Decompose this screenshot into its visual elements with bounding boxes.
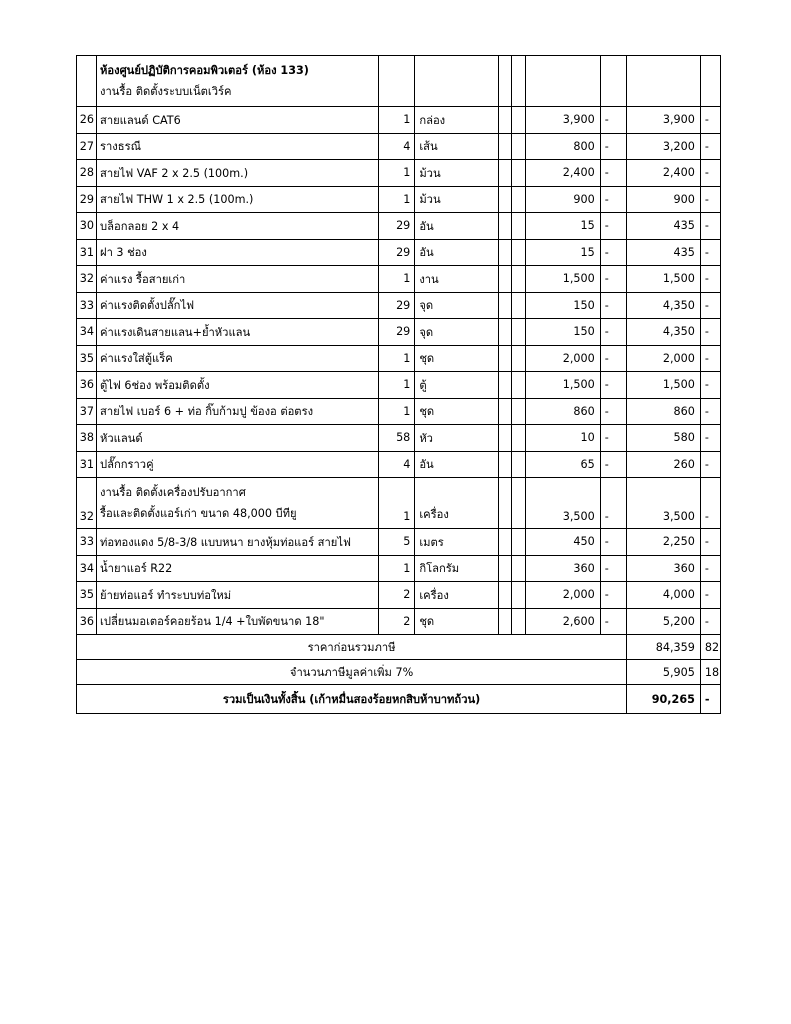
item-unit-price-satang: -	[600, 186, 626, 213]
item-quantity: 4	[379, 451, 415, 478]
item-number: 27	[77, 133, 97, 160]
item-unit-price-satang: -	[600, 555, 626, 582]
item-description: ตู้ไฟ 6ช่อง พร้อมติดตั้ง	[97, 372, 379, 399]
item-description: ค่าแรงเดินสายแลน+ย้ำหัวแลน	[97, 319, 379, 346]
group-heading-aircon: งานรื้อ ติดตั้งเครื่องปรับอากาศ	[100, 486, 246, 499]
item-unit: กิโลกรัม	[415, 555, 498, 582]
item-amount: 4,350	[627, 292, 701, 319]
item-number: 33	[77, 292, 97, 319]
blank-cell	[498, 372, 512, 399]
item-unit: เครื่อง	[415, 478, 498, 529]
item-amount-satang: -	[700, 608, 720, 635]
item-unit: ชุด	[415, 345, 498, 372]
table-row	[77, 133, 721, 160]
item-description: น้ำยาแอร์ R22	[97, 555, 379, 582]
item-quantity: 1	[379, 372, 415, 399]
blank-cell	[512, 160, 526, 187]
item-unit-price: 3,900	[525, 107, 600, 134]
item-quantity: 1	[379, 186, 415, 213]
blank-cell	[498, 213, 512, 240]
blank-cell	[512, 529, 526, 556]
grand-total-row	[77, 685, 721, 714]
item-unit: เมตร	[415, 529, 498, 556]
table-row	[77, 555, 721, 582]
item-amount-satang: -	[700, 529, 720, 556]
blank-cell	[498, 529, 512, 556]
item-amount-satang: -	[700, 425, 720, 452]
blank-cell	[512, 398, 526, 425]
item-description: สายไฟ VAF 2 x 2.5 (100m.)	[97, 160, 379, 187]
item-unit: เครื่อง	[415, 582, 498, 609]
item-unit-price: 3,500	[525, 478, 600, 529]
item-unit-price: 65	[525, 451, 600, 478]
blank-cell	[498, 319, 512, 346]
blank-cell	[512, 345, 526, 372]
item-unit-price: 2,000	[525, 345, 600, 372]
item-unit-price-satang: -	[600, 582, 626, 609]
table-row	[77, 213, 721, 240]
item-amount-satang: -	[700, 160, 720, 187]
item-unit-price: 10	[525, 425, 600, 452]
item-unit: จุด	[415, 292, 498, 319]
item-amount-satang: -	[700, 582, 720, 609]
blank-cell	[498, 292, 512, 319]
item-amount-satang: -	[700, 398, 720, 425]
item-unit: ตู้	[415, 372, 498, 399]
item-number: 37	[77, 398, 97, 425]
table-row	[77, 186, 721, 213]
item-amount: 2,000	[627, 345, 701, 372]
item-amount: 860	[627, 398, 701, 425]
table-row	[77, 107, 721, 134]
item-description: บล็อกลอย 2 x 4	[97, 213, 379, 240]
item-unit-price-satang: -	[600, 160, 626, 187]
item-description: เปลี่ยนมอเตอร์คอยร้อน 1/4 +ใบพัดขนาด 18"	[97, 608, 379, 635]
item-description: ย้ายท่อแอร์ ทำระบบท่อใหม่	[97, 582, 379, 609]
item-quantity: 1	[379, 478, 415, 529]
item-unit-price-satang: -	[600, 529, 626, 556]
blank-cell	[512, 478, 526, 529]
item-unit-price: 2,000	[525, 582, 600, 609]
table-row	[77, 425, 721, 452]
item-description: รื้อและติดตั้งแอร์เก่า ขนาด 48,000 บีทียู	[100, 507, 297, 520]
item-number: 29	[77, 186, 97, 213]
blank-cell	[498, 555, 512, 582]
item-quantity: 1	[379, 266, 415, 293]
item-unit-price-satang: -	[600, 372, 626, 399]
item-amount-satang: -	[700, 555, 720, 582]
item-description: ท่อทองแดง 5/8-3/8 แบบหนา ยางหุ้มท่อแอร์ สายไฟ	[97, 529, 379, 556]
item-amount-satang: -	[700, 186, 720, 213]
item-number: 28	[77, 160, 97, 187]
blank-cell	[512, 107, 526, 134]
item-amount-satang: -	[700, 292, 720, 319]
item-unit-price-satang: -	[600, 425, 626, 452]
item-amount: 1,500	[627, 266, 701, 293]
section-title: ห้องศูนย์ปฏิบัติการคอมพิวเตอร์ (ห้อง 133)	[100, 64, 309, 77]
item-unit-price: 450	[525, 529, 600, 556]
quotation-table	[76, 55, 721, 714]
vat-row	[77, 660, 721, 685]
table-row	[77, 478, 721, 529]
item-amount: 1,500	[627, 372, 701, 399]
item-quantity: 4	[379, 133, 415, 160]
item-amount-satang: -	[700, 451, 720, 478]
blank-cell	[498, 398, 512, 425]
item-unit-price: 150	[525, 292, 600, 319]
table-row	[77, 529, 721, 556]
item-quantity: 2	[379, 582, 415, 609]
item-unit: ม้วน	[415, 160, 498, 187]
grand-total-value: 90,265	[627, 685, 701, 714]
blank-cell	[498, 451, 512, 478]
blank-cell	[498, 239, 512, 266]
subtotal-row	[77, 635, 721, 660]
item-description: สายแลนด์ CAT6	[97, 107, 379, 134]
item-unit-price-satang: -	[600, 319, 626, 346]
blank-cell	[512, 319, 526, 346]
item-unit-price-satang: -	[600, 107, 626, 134]
item-quantity: 29	[379, 239, 415, 266]
blank-cell	[512, 266, 526, 293]
item-unit: อัน	[415, 239, 498, 266]
item-unit-price: 800	[525, 133, 600, 160]
item-unit-price: 860	[525, 398, 600, 425]
item-quantity: 29	[379, 319, 415, 346]
item-unit-price: 15	[525, 239, 600, 266]
item-unit-price: 1,500	[525, 266, 600, 293]
item-amount: 435	[627, 239, 701, 266]
item-quantity: 1	[379, 555, 415, 582]
item-number: 38	[77, 425, 97, 452]
item-number: 33	[77, 529, 97, 556]
item-number: 34	[77, 555, 97, 582]
item-number: 34	[77, 319, 97, 346]
blank-cell	[498, 133, 512, 160]
table-row	[77, 160, 721, 187]
item-description: ฝา 3 ช่อง	[97, 239, 379, 266]
item-description: ค่าแรงติดตั้งปลั๊กไฟ	[97, 292, 379, 319]
item-quantity: 58	[379, 425, 415, 452]
item-quantity: 1	[379, 160, 415, 187]
item-unit: งาน	[415, 266, 498, 293]
table-row	[77, 608, 721, 635]
item-unit: หัว	[415, 425, 498, 452]
blank-cell	[512, 372, 526, 399]
section-header-row	[77, 56, 721, 107]
item-unit-price-satang: -	[600, 266, 626, 293]
blank-cell	[498, 425, 512, 452]
table-row	[77, 319, 721, 346]
group-heading-network: งานรื้อ ติดตั้งระบบเน็ตเวิร์ค	[100, 85, 232, 98]
item-unit-price-satang: -	[600, 239, 626, 266]
blank-cell	[512, 425, 526, 452]
item-unit-price-satang: -	[600, 292, 626, 319]
item-number: 32	[77, 266, 97, 293]
item-amount: 360	[627, 555, 701, 582]
item-number: 36	[77, 372, 97, 399]
blank-cell	[498, 186, 512, 213]
item-unit: ชุด	[415, 398, 498, 425]
item-quantity: 2	[379, 608, 415, 635]
blank-cell	[512, 555, 526, 582]
vat-value: 5,905	[627, 660, 701, 685]
item-unit-price-satang: -	[600, 478, 626, 529]
blank-cell	[498, 582, 512, 609]
item-quantity: 29	[379, 213, 415, 240]
item-amount: 900	[627, 186, 701, 213]
item-number: 35	[77, 345, 97, 372]
item-amount: 5,200	[627, 608, 701, 635]
blank-cell	[498, 608, 512, 635]
item-unit-price: 2,600	[525, 608, 600, 635]
item-amount-satang: -	[700, 319, 720, 346]
blank-cell	[512, 451, 526, 478]
table-row	[77, 451, 721, 478]
item-unit-price: 360	[525, 555, 600, 582]
blank-cell	[512, 186, 526, 213]
item-unit-price: 150	[525, 319, 600, 346]
blank-cell	[498, 160, 512, 187]
item-quantity: 29	[379, 292, 415, 319]
item-amount: 3,900	[627, 107, 701, 134]
grand-total-satang: -	[700, 685, 720, 714]
item-amount: 580	[627, 425, 701, 452]
blank-cell	[512, 133, 526, 160]
item-description: รางธรณี	[97, 133, 379, 160]
item-unit-price-satang: -	[600, 345, 626, 372]
item-amount-satang: -	[700, 107, 720, 134]
item-unit-price-satang: -	[600, 608, 626, 635]
item-amount: 435	[627, 213, 701, 240]
item-description: ค่าแรง รื้อสายเก่า	[97, 266, 379, 293]
quotation-document	[76, 55, 721, 714]
item-amount: 4,000	[627, 582, 701, 609]
vat-satang: 18	[700, 660, 720, 685]
item-unit: จุด	[415, 319, 498, 346]
blank-cell	[512, 213, 526, 240]
blank-cell	[512, 582, 526, 609]
item-unit: อัน	[415, 451, 498, 478]
item-unit-price-satang: -	[600, 398, 626, 425]
blank-cell	[512, 239, 526, 266]
item-number: 32	[77, 478, 97, 529]
blank-cell	[498, 345, 512, 372]
table-row	[77, 345, 721, 372]
item-unit-price: 2,400	[525, 160, 600, 187]
item-amount-satang: -	[700, 239, 720, 266]
item-description: สายไฟ เบอร์ 6 + ท่อ กิ๊บก้ามปู ข้องอ ต่อตรง	[97, 398, 379, 425]
item-description: ค่าแรงใส่ตู้แร็ค	[97, 345, 379, 372]
item-description: หัวแลนด์	[97, 425, 379, 452]
item-number: 31	[77, 239, 97, 266]
blank-cell	[512, 292, 526, 319]
vat-label: จำนวนภาษีมูลค่าเพิ่ม 7%	[77, 660, 627, 685]
grand-total-label: รวมเป็นเงินทั้งสิ้น (เก้าหมื่นสองร้อยหกสิบห้าบาทถ้วน)	[77, 685, 627, 714]
item-quantity: 1	[379, 398, 415, 425]
table-row	[77, 239, 721, 266]
table-row	[77, 582, 721, 609]
item-number: 35	[77, 582, 97, 609]
item-quantity: 1	[379, 107, 415, 134]
item-unit: เส้น	[415, 133, 498, 160]
blank-cell	[498, 478, 512, 529]
item-number: 36	[77, 608, 97, 635]
item-unit-price: 15	[525, 213, 600, 240]
item-unit-price-satang: -	[600, 133, 626, 160]
item-unit-price: 1,500	[525, 372, 600, 399]
item-amount: 2,250	[627, 529, 701, 556]
description-cell	[97, 478, 379, 529]
item-number: 30	[77, 213, 97, 240]
item-unit-price: 900	[525, 186, 600, 213]
item-amount-satang: -	[700, 133, 720, 160]
item-unit: อัน	[415, 213, 498, 240]
item-quantity: 5	[379, 529, 415, 556]
item-amount-satang: -	[700, 345, 720, 372]
item-unit: ชุด	[415, 608, 498, 635]
table-row	[77, 372, 721, 399]
table-row	[77, 398, 721, 425]
item-amount: 3,500	[627, 478, 701, 529]
item-amount: 2,400	[627, 160, 701, 187]
blank-cell	[498, 107, 512, 134]
item-unit: กล่อง	[415, 107, 498, 134]
item-number: 31	[77, 451, 97, 478]
item-amount: 4,350	[627, 319, 701, 346]
item-unit: ม้วน	[415, 186, 498, 213]
item-quantity: 1	[379, 345, 415, 372]
item-description: สายไฟ THW 1 x 2.5 (100m.)	[97, 186, 379, 213]
item-number: 26	[77, 107, 97, 134]
subtotal-label: ราคาก่อนรวมภาษี	[77, 635, 627, 660]
blank-cell	[512, 608, 526, 635]
item-amount-satang: -	[700, 478, 720, 529]
item-unit-price-satang: -	[600, 213, 626, 240]
item-amount-satang: -	[700, 372, 720, 399]
item-description: ปลั๊กกราวคู่	[97, 451, 379, 478]
item-amount: 3,200	[627, 133, 701, 160]
item-amount-satang: -	[700, 266, 720, 293]
table-row	[77, 292, 721, 319]
blank-cell	[498, 266, 512, 293]
table-row	[77, 266, 721, 293]
subtotal-satang: 82	[700, 635, 720, 660]
item-amount-satang: -	[700, 213, 720, 240]
item-unit-price-satang: -	[600, 451, 626, 478]
item-amount: 260	[627, 451, 701, 478]
subtotal-value: 84,359	[627, 635, 701, 660]
